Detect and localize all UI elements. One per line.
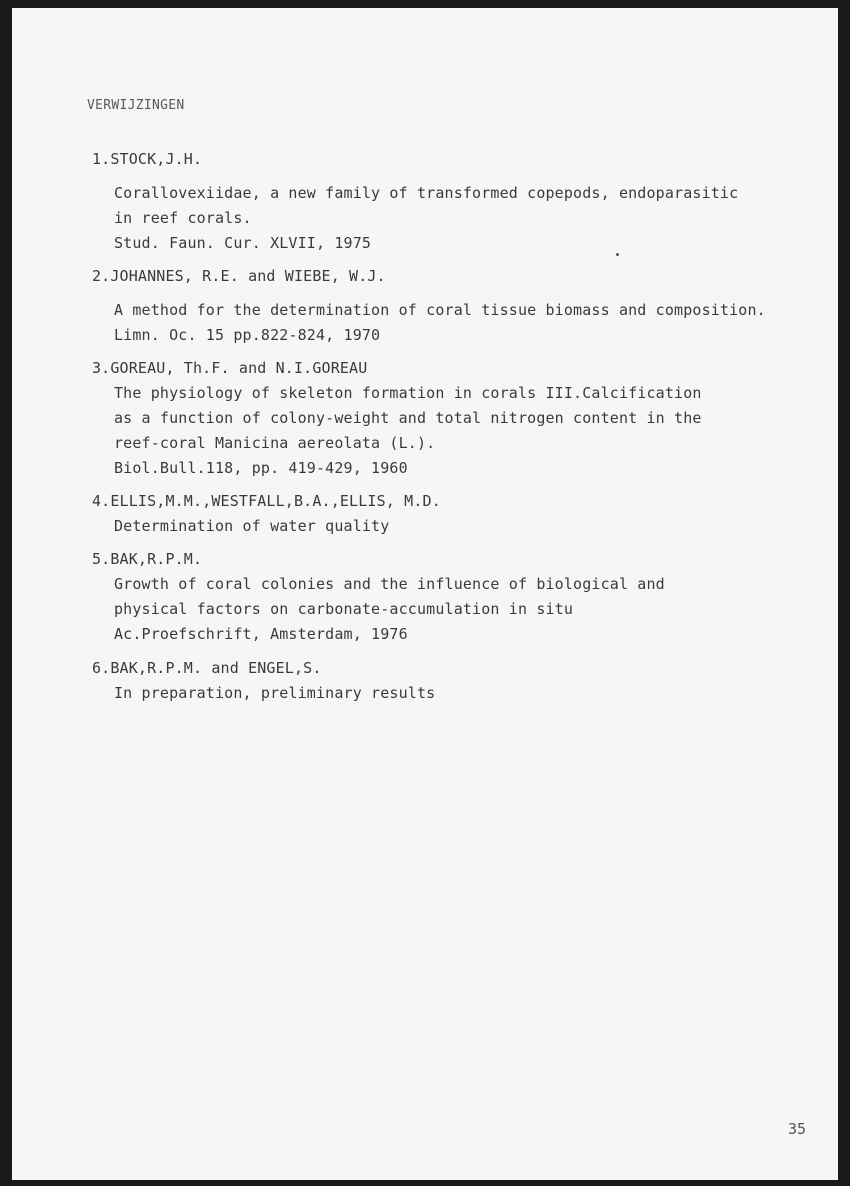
reference-2-line: A method for the determination of coral tissue biomass and composition. (114, 301, 766, 319)
reference-1-line: Stud. Faun. Cur. XLVII, 1975 (114, 234, 372, 252)
reference-2-line: Limn. Oc. 15 pp.822-824, 1970 (114, 326, 381, 344)
reference-3-authors: 3.GOREAU, Th.F. and N.I.GOREAU (92, 359, 368, 377)
reference-2-authors: 2.JOHANNES, R.E. and WIEBE, W.J. (92, 267, 386, 285)
reference-3-line: reef-coral Manicina aereolata (L.). (114, 434, 436, 452)
reference-6-authors: 6.BAK,R.P.M. and ENGEL,S. (92, 659, 322, 677)
reference-1-authors: 1.STOCK,J.H. (92, 150, 203, 168)
reference-5-authors: 5.BAK,R.P.M. (92, 550, 203, 568)
reference-4-authors: 4.ELLIS,M.M.,WESTFALL,B.A.,ELLIS, M.D. (92, 492, 441, 510)
reference-3-line: The physiology of skeleton formation in corals III.Calcification (114, 384, 702, 402)
reference-5-line: Ac.Proefschrift, Amsterdam, 1976 (114, 625, 408, 643)
reference-3-line: as a function of colony-weight and total nitrogen content in the (114, 409, 702, 427)
paper-speck (616, 253, 619, 256)
reference-6-line: In preparation, preliminary results (114, 684, 436, 702)
reference-4-line: Determination of water quality (114, 517, 390, 535)
page-number: 35 (788, 1120, 807, 1138)
reference-5-line: physical factors on carbonate-accumulation in situ (114, 600, 574, 618)
document-page (12, 8, 838, 1180)
reference-1-line: in reef corals. (114, 209, 252, 227)
reference-3-line: Biol.Bull.118, pp. 419-429, 1960 (114, 459, 408, 477)
section-heading: VERWIJZINGEN (87, 98, 185, 113)
reference-5-line: Growth of coral colonies and the influence of biological and (114, 575, 665, 593)
reference-1-line: Corallovexiidae, a new family of transformed copepods, endoparasitic (114, 184, 739, 202)
